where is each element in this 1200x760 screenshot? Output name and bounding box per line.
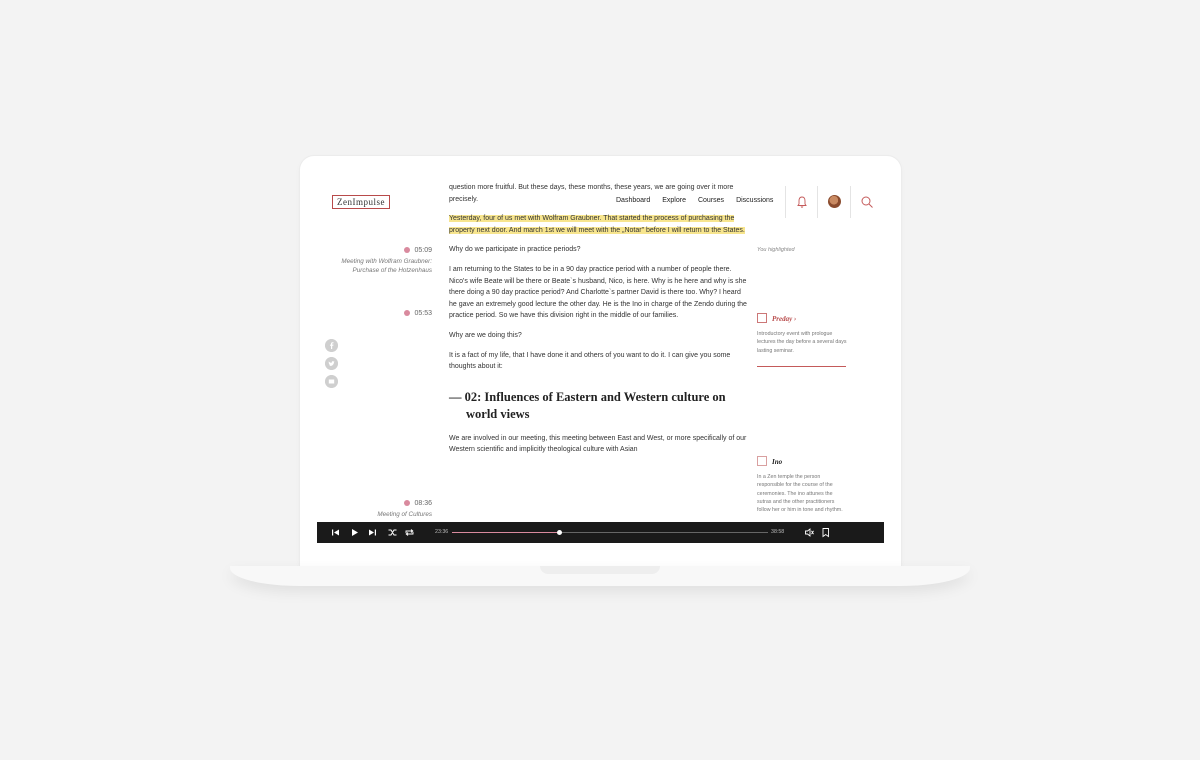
nav-courses[interactable]: Courses — [697, 197, 725, 204]
previous-icon[interactable] — [330, 527, 341, 538]
play-marker-icon — [404, 310, 410, 316]
bell-icon[interactable] — [795, 195, 809, 209]
timestamp-caption: Meeting of Cultures — [377, 511, 432, 518]
chapter-heading: — 02: Influences of Eastern and Western culture on world views — [449, 389, 726, 421]
highlighted-paragraph[interactable] — [449, 213, 749, 236]
transcript-paragraph: We are involved in our meeting, this meeting between East and West, or more specifically of our Western scientific and implicitly theological culture with Asian — [449, 434, 747, 454]
divider — [850, 186, 851, 218]
note-body: In a Zen temple the person responsible for the course of the ceremonies. The ino attunes the sutras and the other practitioners follow her or him in tone and rhythm. — [757, 474, 843, 514]
transcript-question: Why do we participate in practice periods? — [449, 246, 581, 254]
app-window — [317, 183, 884, 543]
avatar[interactable] — [828, 195, 841, 208]
transcript-question: Why are we doing this? — [449, 331, 522, 339]
transcript-paragraph: I am returning to the States to be in a 90 day practice period with a number of people there. Nico's wife Beate will be there or Beate`s husband, Nico, is here. Why is he here and why is she there doing a 90 day practice period? And Charlotte`s partner David is there too. Why? I heard he gave an extremely good lecture the other day. He is the Ino in charge of the Zendo during the practice period. So we have this division right in the middle of our families. — [449, 265, 747, 320]
divider — [785, 186, 786, 218]
note-icon — [757, 456, 767, 466]
timestamp-marker[interactable] — [332, 247, 432, 275]
nav-explore[interactable]: Explore — [662, 197, 686, 204]
transcript-paragraph: question more fruitful. But these days, these months, these years, we are going over it more precisely. — [449, 184, 734, 203]
twitter-icon[interactable] — [325, 357, 338, 370]
progress-fill — [452, 532, 559, 533]
play-marker-icon — [404, 500, 410, 506]
progress-track[interactable] — [452, 532, 768, 533]
highlight[interactable]: Yesterday, four of us met with Wolfram Graubner. That started the process of purchasing the property next door. And march 1st we will meet with the „Notar" before I will return to the States. — [449, 215, 745, 234]
timestamp-marker[interactable] — [332, 310, 432, 317]
logo[interactable]: ZenImpulse — [332, 195, 390, 209]
audio-player — [317, 522, 884, 543]
play-icon[interactable] — [349, 527, 360, 538]
highlight-label: You highlighted — [757, 247, 795, 253]
bookmark-icon[interactable] — [820, 527, 831, 538]
note-body: Introductory event with prologue lectures the day before a several days lasting seminar. — [757, 331, 847, 354]
volume-icon[interactable] — [804, 527, 815, 538]
transcript — [449, 183, 749, 464]
play-marker-icon — [404, 247, 410, 253]
timestamp-time: 05:09 — [414, 247, 432, 254]
search-icon[interactable] — [860, 195, 874, 209]
nav-discussions[interactable]: Discussions — [736, 197, 774, 204]
next-icon[interactable] — [367, 527, 378, 538]
elapsed-time: 23:36 — [435, 529, 449, 535]
laptop-screen — [300, 156, 901, 568]
repeat-icon[interactable] — [404, 527, 415, 538]
timestamp-caption: Meeting with Wolfram Graubner: Purchase of the Hotzenhaus — [341, 258, 432, 274]
progress-handle[interactable] — [557, 530, 562, 535]
note-icon — [757, 313, 767, 323]
shuffle-icon[interactable] — [387, 527, 398, 538]
glossary-note[interactable] — [757, 451, 847, 514]
timestamp-time: 08:36 — [414, 500, 432, 507]
divider — [757, 366, 846, 367]
timestamp-time: 05:53 — [414, 310, 432, 317]
transcript-paragraph: It is a fact of my life, that I have done it and others of you want to do it. I can give you some thoughts about it: — [449, 351, 731, 371]
facebook-icon[interactable] — [325, 339, 338, 352]
total-time: 38:58 — [771, 529, 785, 535]
note-title[interactable]: Preday › — [772, 315, 797, 323]
email-icon[interactable] — [325, 375, 338, 388]
divider — [817, 186, 818, 218]
note-title[interactable]: Ino — [772, 458, 783, 466]
nav-dashboard[interactable]: Dashboard — [616, 197, 651, 204]
glossary-note[interactable] — [757, 308, 847, 355]
timestamp-marker[interactable] — [332, 500, 432, 520]
laptop-notch — [540, 566, 660, 574]
